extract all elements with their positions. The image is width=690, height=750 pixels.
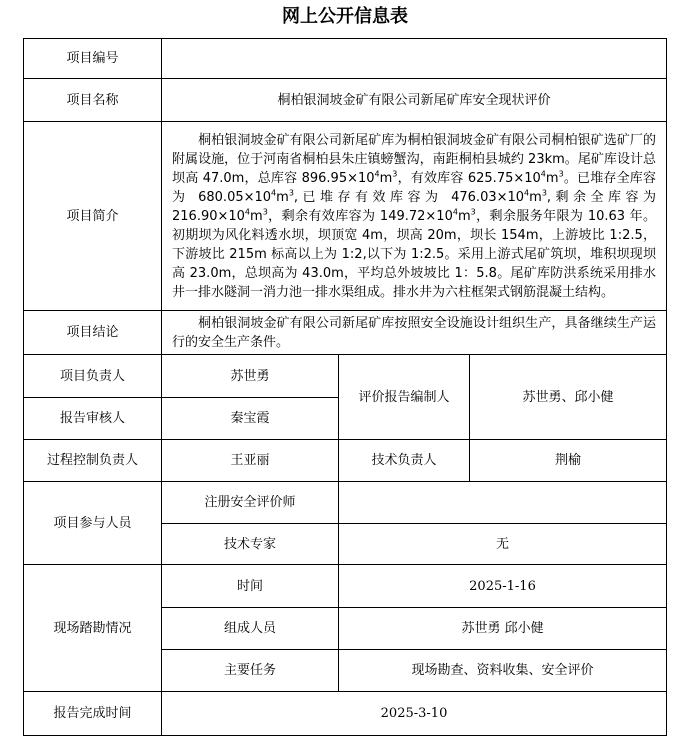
project-no-label: 项目编号 bbox=[24, 39, 162, 79]
row-project-name bbox=[24, 79, 667, 122]
row-project-intro bbox=[24, 122, 667, 311]
conclusion-label: 项目结论 bbox=[24, 311, 162, 355]
time-label: 时间 bbox=[162, 565, 339, 608]
project-intro-label: 项目简介 bbox=[24, 122, 162, 311]
project-no-value bbox=[162, 39, 667, 79]
completion-label: 报告完成时间 bbox=[24, 692, 162, 736]
tech-lead-value: 荆榆 bbox=[470, 440, 667, 482]
project-name-label: 项目名称 bbox=[24, 79, 162, 122]
row-conclusion bbox=[24, 311, 667, 355]
info-table bbox=[23, 38, 667, 736]
row-process bbox=[24, 440, 667, 482]
safety-evaluator-label: 注册安全评价师 bbox=[162, 482, 339, 524]
project-name-value: 桐柏银洞坡金矿有限公司新尾矿库安全现状评价 bbox=[162, 79, 667, 122]
compiler-label: 评价报告编制人 bbox=[339, 355, 470, 440]
compiler-value: 苏世勇、邱小健 bbox=[470, 355, 667, 440]
process-value: 王亚丽 bbox=[162, 440, 339, 482]
reviewer-label: 报告审核人 bbox=[24, 398, 162, 440]
members-label: 组成人员 bbox=[162, 608, 339, 650]
row-leader bbox=[24, 355, 667, 398]
time-value: 2025-1-16 bbox=[339, 565, 667, 608]
conclusion-value: 桐柏银洞坡金矿有限公司新尾矿库按照安全设施设计组织生产，具备继续生产运行的安全生产条件。 bbox=[162, 311, 667, 355]
reviewer-value: 秦宝霞 bbox=[162, 398, 339, 440]
tech-expert-value: 无 bbox=[339, 524, 667, 565]
leader-value: 苏世勇 bbox=[162, 355, 339, 398]
leader-label: 项目负责人 bbox=[24, 355, 162, 398]
page-title: 网上公开信息表 bbox=[282, 6, 408, 27]
members-value: 苏世勇 邱小健 bbox=[339, 608, 667, 650]
task-value: 现场勘查、资料收集、安全评价 bbox=[339, 650, 667, 692]
process-label: 过程控制负责人 bbox=[24, 440, 162, 482]
row-completion bbox=[24, 692, 667, 736]
task-label: 主要任务 bbox=[162, 650, 339, 692]
participants-label: 项目参与人员 bbox=[24, 482, 162, 565]
row-safety-evaluator bbox=[24, 482, 667, 524]
safety-evaluator-value bbox=[339, 482, 667, 524]
completion-value: 2025-3-10 bbox=[162, 692, 667, 736]
tech-lead-label: 技术负责人 bbox=[339, 440, 470, 482]
tech-expert-label: 技术专家 bbox=[162, 524, 339, 565]
row-site-time bbox=[24, 565, 667, 608]
project-intro-value: 桐柏银洞坡金矿有限公司新尾矿库为桐柏银洞坡金矿有限公司桐柏银矿选矿厂的附属设施，位于河南省桐柏县朱庄镇螃蟹沟，南距桐柏县城约 23km。尾矿库设计总坝高 47.0m，总库容 $896.95\times 10^4m^3$，有效库容 $625.75\times 10^4m^3$。已堆存全库容为 $680.05\times 10^4m^3$,已堆存有效库容为 $476.03\times 10^4m^3$,剩余全库容为 $216.90\times 10^4m^3$，剩余有效库容为 $149.72\times 10^4m^3$，剩余服务年限为 10.63 年。初期坝为风化料透水坝，坝顶宽 4m，坝高 20m，坝长 154m，上游坡比 1:2.5，下游坡比 215m 标高以上为 1:2,以下为 1:2.5。采用上游式尾矿筑坝，堆积坝现坝高 23.0m，总坝高为 43.0m，平均总外坡坡比 1：5.8。尾矿库防洪系统采用排水井一排水隧洞一消力池一排水渠组成。排水井为六柱框架式钢筋混凝土结构。 bbox=[162, 122, 667, 311]
site-label: 现场踏勘情况 bbox=[24, 565, 162, 692]
row-project-no bbox=[24, 39, 667, 79]
